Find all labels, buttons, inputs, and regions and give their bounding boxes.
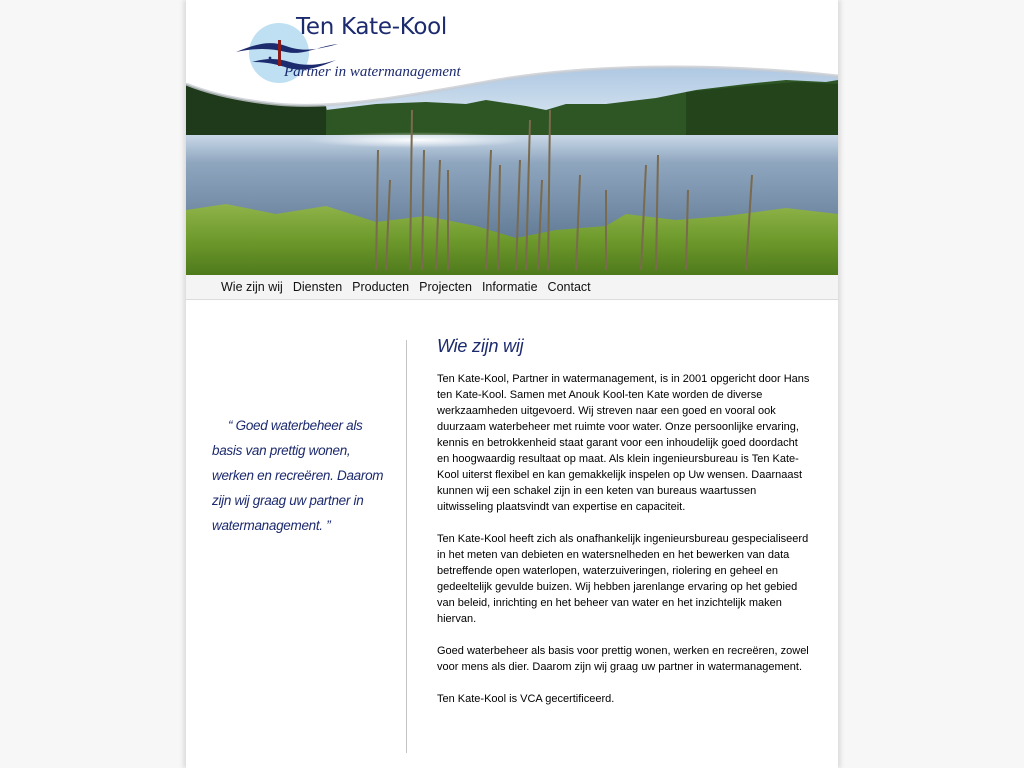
nav-item-contact[interactable]: Contact: [547, 280, 591, 294]
nav-item-wie-zijn-wij[interactable]: Wie zijn wij: [221, 280, 283, 294]
page-container: [186, 0, 838, 768]
nav-item-informatie[interactable]: Informatie: [481, 280, 538, 294]
header-banner: [186, 0, 838, 275]
quote-line-1: “ Goed waterbeheer als: [228, 418, 363, 433]
brand-tagline: Partner in watermanagement: [284, 64, 461, 80]
quote-rest: basis van prettig wonen, werken en recreëren. Daarom zijn wij graag uw partner in watermanagement. ”: [212, 443, 384, 533]
sidebar-quote: [212, 413, 392, 538]
nav-items: [221, 280, 591, 294]
logo-red-bar: [278, 40, 281, 66]
brand-title: Ten Kate-Kool: [296, 14, 447, 40]
nav-item-projecten[interactable]: Projecten: [419, 280, 472, 294]
paragraph-specialisation: Ten Kate-Kool heeft zich als onafhankelijk ingenieursbureau gespecialiseerd in het meten van debieten en watersnelheden en het bewerken van data betreffende open waterlopen, waterzuiveringen, riolering en geheel en gedeeltelijk gevulde buizen. Wij hebben jarenlange ervaring op het gebied van beleid, inrichting en het beheer van water en het inzichtelijk maken hiervan.: [437, 533, 809, 625]
paragraph-certification: Ten Kate-Kool is VCA gecertificeerd.: [437, 693, 615, 705]
column-divider: [406, 340, 407, 753]
nav-item-producten[interactable]: Producten: [352, 280, 410, 294]
main-nav: [186, 275, 838, 300]
nav-item-diensten[interactable]: Diensten: [292, 280, 343, 294]
main-content: [437, 336, 812, 723]
lake-landscape-image: [186, 0, 838, 275]
paragraph-mission: Goed waterbeheer als basis voor prettig wonen, werken en recreëren, zowel voor mens als dier. Daarom zijn wij graag uw partner in watermanagement.: [437, 645, 809, 673]
page-heading: Wie zijn wij: [437, 336, 524, 356]
paragraph-intro: Ten Kate-Kool, Partner in watermanagement, is in 2001 opgericht door Hans ten Kate-Kool. Samen met Anouk Kool-ten Kate worden de diverse werkzaamheden uitgevoerd. Wij streven naar een goed en vooral ook duurzaam waterbeheer met ruimte voor water. Onze persoonlijke ervaring, kennis en betrokkenheid staat garant voor een inhoudelijk goed doordacht en hoogwaardig resultaat op maat. Als klein ingenieursbureau is Ten Kate-Kool uiterst flexibel en kan gemakkelijk inspelen op Uw wensen. Daarnaast kunnen wij een schakel zijn in een keten van bureaus waartussen uitwisseling plaatsvindt van expertise en capaciteit.: [437, 373, 810, 513]
